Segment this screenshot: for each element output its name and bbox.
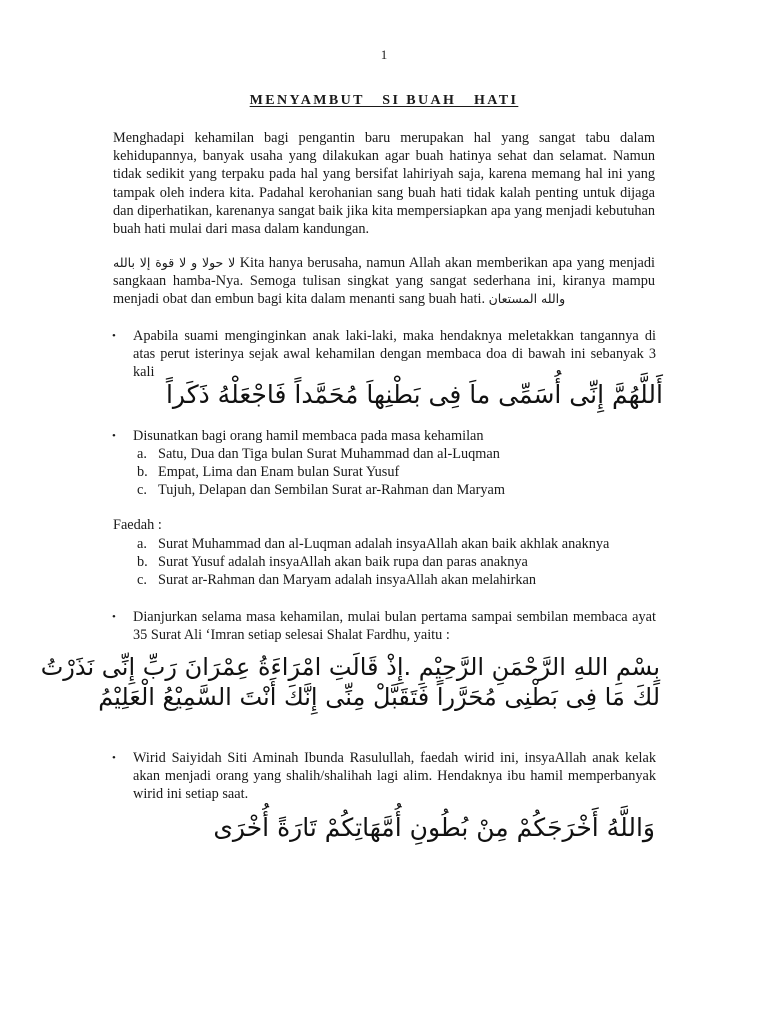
document-title [0,93,768,109]
bullet-item-surah-reading [112,427,656,445]
list-marker: c. [137,572,147,589]
list-item-text: Satu, Dua dan Tiga bulan Surat Muhammad dan al-Luqman [158,446,500,462]
list-marker: a. [137,536,147,552]
list-item [137,571,657,589]
second-paragraph [113,254,655,309]
list-marker: a. [137,446,147,462]
second-paragraph-text: Kita hanya berusaha, namun Allah akan memberikan apa yang menjadi sangkaan hamba-Nya. Semoga tulisan singkat yang sangat sederhana ini, kiranya mampu menjadi obat dan embun bagi kita dalam menanti sang buah hati. [113,255,655,308]
intro-paragraph: Menghadapi kehamilan bagi pengantin baru merupakan hal yang sangat tabu dalam kehidupannya, banyak usaha yang dilakukan agar buah hatinya sehat dan selamat. Namun tidak sedikit yang terpaku pada hal yang bersifat lahiriyah saja, karena memang hal ini yang tampak oleh indera kita. Padahal kerohanian sang buah hati tidak kalah penting untuk dijaga dan diperhatikan, karenanya sangat baik jika kita mempersiapkan apa yang menjadi kebutuhan buah hati mulai dari masa dalam kandungan. [113,130,655,238]
list-item-text: Surat Muhammad dan al-Luqman adalah insyaAllah akan baik akhlak anaknya [158,536,610,552]
bullet-item-wirid [112,749,656,804]
arabic-hauqalah: لا حولا و لا قوة إلا بالله [113,255,236,270]
list-item [137,535,657,553]
faedah-list [137,535,657,590]
page-number: 1 [380,47,388,62]
bullet-item-ali-imran [112,608,656,644]
document-title-text: MENYAMBUT SI BUAH HATI [249,93,519,108]
arabic-verse-line-2: لَكَ مَا فِى بَطْنِى مُحَرَّراً فَتَقَبَّلْ مِنِّى إِنَّكَ أَنْتَ السَّمِيْعُ الْعَلِيْمُ [98,683,660,711]
list-item-text: Surat Yusuf adalah insyaAllah akan baik rupa dan paras anaknya [158,554,528,571]
bullet-text: Wirid Saiyidah Siti Aminah Ibunda Rasulullah, faedah wirid ini, insyaAllah anak kelak akan menjadi orang yang shalih/shalihah lagi alim. Hendaknya ibu hamil memperbanyak wirid ini setiap saat. [133,750,656,803]
arabic-prayer-son: أَللَّهُمَّ إِنِّى أُسَمِّى ماَ فِى بَطْنِهاَ مُحَمَّداً فَاجْعَلْهُ ذَكَراً [165,380,663,409]
list-item-text: Empat, Lima dan Enam bulan Surat Yusuf [158,464,400,481]
list-item [137,463,657,481]
bullet-text: Apabila suami menginginkan anak laki-laki, maka hendaknya meletakkan tangannya di atas perut isterinya sejak awal kehamilan dengan membaca doa di bawah ini sebanyak 3 kali [133,328,656,381]
bullet-text: Disunatkan bagi orang hamil membaca pada masa kehamilan [133,428,484,444]
list-marker: b. [137,464,148,481]
bullet-dot: • [112,430,116,442]
faedah-label: Faedah : [113,517,162,533]
bullet-dot: • [112,611,116,623]
bullet-item-son-prayer [112,327,656,382]
list-marker: c. [137,482,147,499]
arabic-verse-ali-imran [41,652,660,712]
surah-schedule-list [137,445,657,500]
list-item [137,481,657,499]
arabic-verse-line-1: بِسْمِ اللهِ الرَّحْمَنِ الرَّحِيْمِ .إِذْ قَالَتِ امْرَاءَةُ عِمْرَانَ رَبِّ إِنِّى نَذَرْتُ [40,653,660,681]
list-item [137,553,657,571]
arabic-musta-an: والله المستعان [488,291,566,307]
list-item-text: Surat ar-Rahman dan Maryam adalah insyaAllah akan melahirkan [158,572,537,589]
list-item-text: Tujuh, Delapan dan Sembilan Surat ar-Rahman dan Maryam [158,482,505,499]
bullet-dot: • [112,752,116,764]
bullet-dot: • [112,330,116,342]
list-marker: b. [137,554,148,571]
list-item [137,445,657,463]
arabic-wirid: وَاللَّهُ أَخْرَجَكُمْ مِنْ بُطُونِ أُمَّهَاتِكُمْ تَارَةً أُخْرَى [213,813,655,842]
bullet-text: Dianjurkan selama masa kehamilan, mulai bulan pertama sampai sembilan membaca ayat 35 Surat Ali ‘Imran setiap selesai Shalat Fardhu, yaitu : [133,609,656,644]
